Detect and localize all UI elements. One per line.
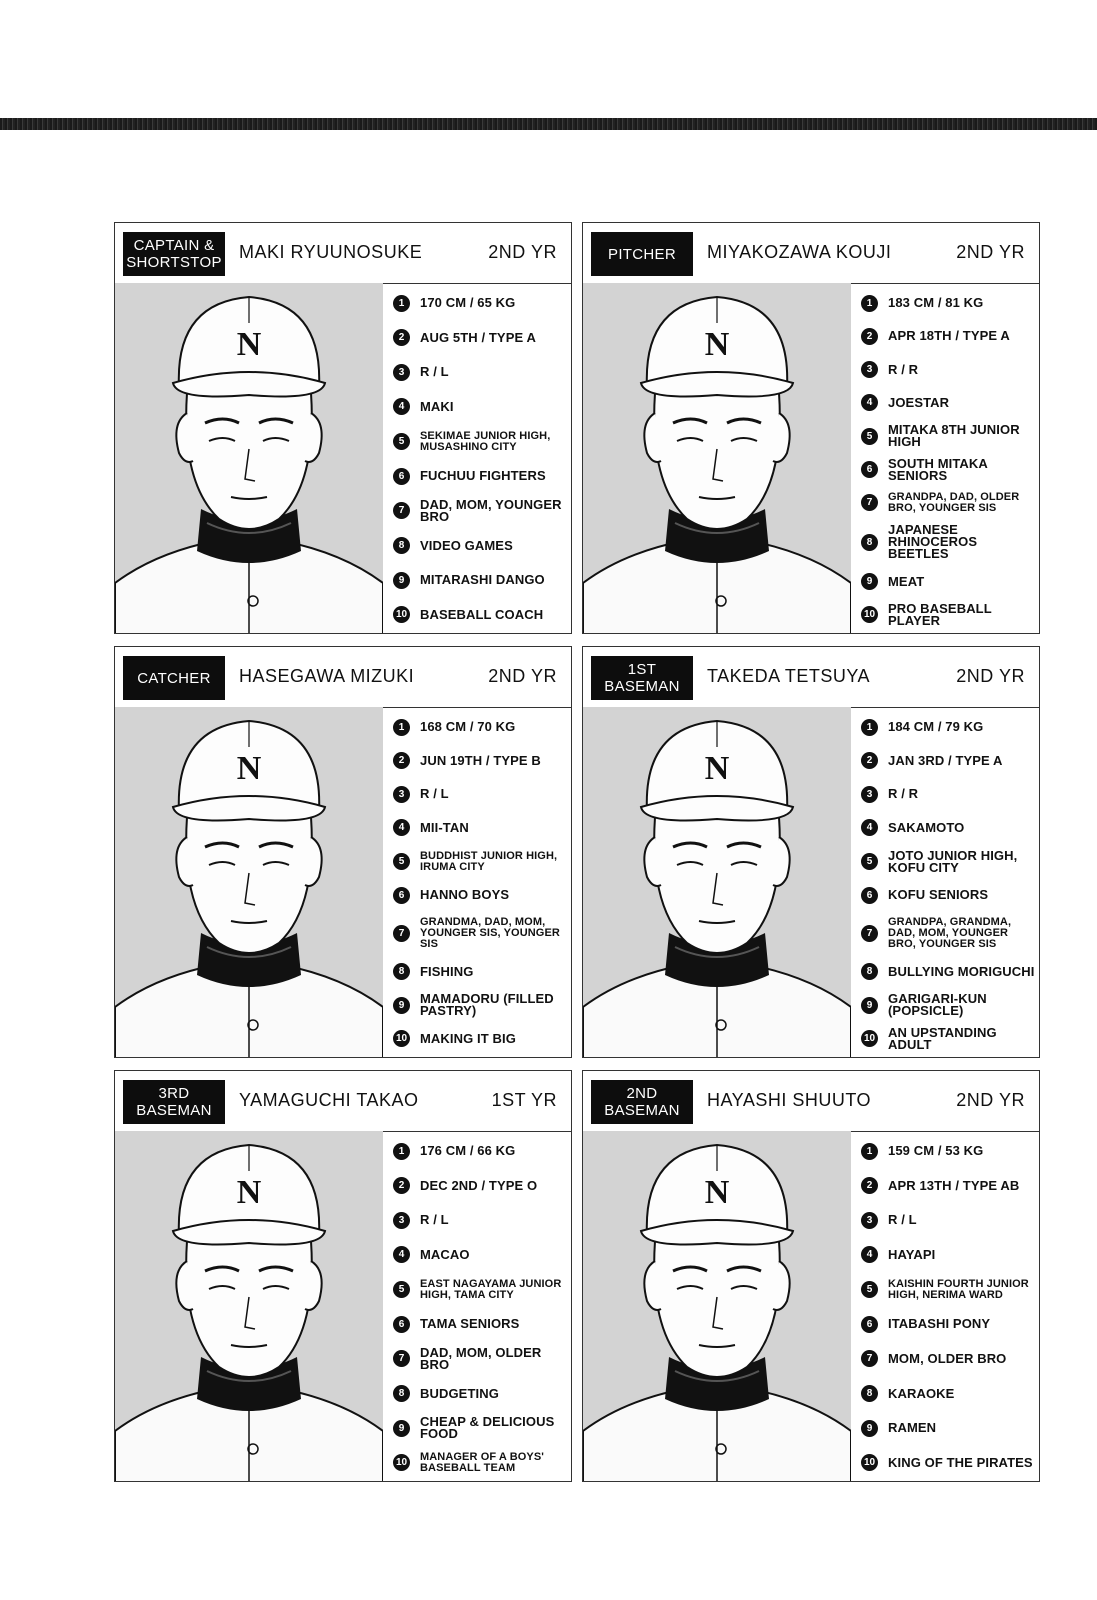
fact-text: RAMEN: [888, 1420, 937, 1436]
player-name: TAKEDA TETSUYA: [707, 666, 871, 686]
fact-text: SAKAMOTO: [888, 819, 965, 835]
profile-facts-list: [861, 1139, 1035, 1475]
fact-text: JUN 19TH / TYPE B: [420, 752, 541, 768]
top-border-bar: [0, 118, 1097, 130]
fact-number-badge: 8: [393, 963, 410, 980]
profile-fact: [393, 360, 567, 384]
card-body: [583, 707, 1039, 1057]
profile-fact: [861, 391, 1035, 415]
profile-fact: [861, 424, 1035, 448]
position-label: 2ND BASEMAN: [591, 1080, 693, 1124]
profile-fact: [393, 291, 567, 315]
profile-fact: [861, 1347, 1035, 1371]
profile-fact: [861, 1024, 1035, 1052]
profile-fact: [393, 534, 567, 558]
player-portrait-illustration: [115, 283, 383, 633]
player-card: [114, 1070, 572, 1482]
player-year: 2ND YR: [488, 242, 557, 262]
profile-fact: [861, 1243, 1035, 1267]
profile-fact: [861, 749, 1035, 773]
player-name: YAMAGUCHI TAKAO: [239, 1090, 419, 1110]
cap-letter: N: [236, 1174, 262, 1211]
profile-fact: [393, 917, 567, 950]
player-card: [582, 1070, 1040, 1482]
fact-text: 159 CM / 53 KG: [888, 1143, 984, 1158]
fact-number-badge: 8: [393, 537, 410, 554]
player-portrait: [583, 707, 851, 1057]
profile-fact: [861, 1312, 1035, 1336]
player-portrait: [115, 1131, 383, 1481]
card-body: [583, 283, 1039, 633]
fact-text: JOTO JUNIOR HIGH, KOFU CITY: [888, 847, 1018, 875]
card-header: [583, 647, 1039, 708]
fact-text: MAMADORU (FILLED PASTRY): [420, 991, 554, 1019]
fact-text: MACAO: [420, 1246, 470, 1262]
fact-text: KING OF THE PIRATES: [888, 1454, 1033, 1470]
fact-text: PRO BASEBALL PLAYER: [888, 600, 992, 628]
profile-fact: [861, 600, 1035, 628]
fact-text: 183 CM / 81 KG: [888, 295, 984, 310]
fact-text: MITARASHI DANGO: [420, 572, 545, 588]
player-portrait-illustration: [583, 283, 851, 633]
fact-text: DAD, MOM, OLDER BRO: [420, 1344, 542, 1372]
profile-fact: [393, 850, 567, 874]
profile-fact: [861, 1416, 1035, 1440]
fact-number-badge: 6: [393, 887, 410, 904]
fact-text: R / R: [888, 786, 919, 802]
fact-number-badge: 10: [393, 1030, 410, 1047]
profile-fact: [393, 1027, 567, 1051]
player-card: [114, 646, 572, 1058]
fact-number-badge: 2: [861, 1177, 878, 1194]
fact-number-badge: 3: [393, 1212, 410, 1229]
profile-fact: [393, 1278, 567, 1302]
fact-number-badge: 6: [393, 1316, 410, 1333]
player-portrait-illustration: [583, 1131, 851, 1481]
profile-fact: [393, 464, 567, 488]
position-label: 1ST BASEMAN: [591, 656, 693, 700]
fact-number-badge: 4: [861, 394, 878, 411]
profile-fact: [861, 324, 1035, 348]
fact-number-badge: 1: [393, 1143, 410, 1160]
profile-fact: [861, 491, 1035, 515]
fact-number-badge: 8: [861, 963, 878, 980]
fact-text: KAISHIN FOURTH JUNIOR HIGH, NERIMA WARD: [888, 1277, 1029, 1301]
profile-facts-list: [393, 291, 567, 627]
fact-number-badge: 10: [861, 1030, 878, 1047]
card-body: [583, 1131, 1039, 1481]
fact-text: SEKIMAE JUNIOR HIGH, MUSASHINO CITY: [420, 429, 551, 453]
fact-number-badge: 5: [393, 433, 410, 450]
fact-text: BULLYING MORIGUCHI: [888, 963, 1035, 979]
player-name: HAYASHI SHUUTO: [707, 1090, 872, 1110]
profile-fact: [861, 570, 1035, 594]
fact-number-badge: 7: [861, 1350, 878, 1367]
fact-text: FISHING: [420, 963, 474, 979]
fact-text: EAST NAGAYAMA JUNIOR HIGH, TAMA CITY: [420, 1277, 562, 1301]
card-body: [115, 283, 571, 633]
fact-number-badge: 5: [861, 1281, 878, 1298]
fact-text: JAN 3RD / TYPE A: [888, 752, 1003, 768]
profile-facts-list: [393, 1139, 567, 1475]
fact-text: MII-TAN: [420, 819, 469, 835]
fact-text: APR 13TH / TYPE AB: [888, 1177, 1020, 1193]
fact-number-badge: 9: [861, 997, 878, 1014]
fact-text: MEAT: [888, 573, 925, 589]
fact-text: JAPANESE RHINOCEROS BEETLES: [888, 522, 978, 562]
fact-number-badge: 10: [861, 1454, 878, 1471]
profile-fact: [393, 960, 567, 984]
fact-text: SOUTH MITAKA SENIORS: [888, 455, 988, 483]
fact-text: GARIGARI-KUN (POPSICLE): [888, 991, 987, 1019]
fact-number-badge: 7: [861, 494, 878, 511]
fact-number-badge: 7: [393, 1350, 410, 1367]
fact-number-badge: 7: [393, 925, 410, 942]
fact-text: DAD, MOM, YOUNGER BRO: [420, 496, 562, 524]
player-card: [114, 222, 572, 634]
profile-fact: [861, 960, 1035, 984]
player-year: 2ND YR: [956, 1090, 1025, 1110]
fact-number-badge: 3: [861, 1212, 878, 1229]
fact-number-badge: 9: [861, 1420, 878, 1437]
fact-text: 170 CM / 65 KG: [420, 295, 516, 310]
profile-fact: [393, 993, 567, 1017]
fact-number-badge: 2: [393, 752, 410, 769]
fact-number-badge: 3: [393, 364, 410, 381]
fact-text: BUDDHIST JUNIOR HIGH, IRUMA CITY: [420, 849, 558, 873]
fact-text: JOESTAR: [888, 394, 950, 410]
profile-fact: [393, 715, 567, 739]
profile-fact: [861, 455, 1035, 483]
fact-number-badge: 5: [393, 1281, 410, 1298]
profile-fact: [393, 1344, 567, 1372]
fact-number-badge: 10: [861, 606, 878, 623]
player-card: [582, 646, 1040, 1058]
profile-fact: [393, 1382, 567, 1406]
fact-text: R / L: [420, 1212, 449, 1228]
card-header: [115, 1071, 571, 1132]
profile-fact: [393, 568, 567, 592]
fact-number-badge: 4: [393, 819, 410, 836]
fact-text: TAMA SENIORS: [420, 1316, 520, 1332]
player-portrait: [115, 707, 383, 1057]
fact-number-badge: 3: [861, 361, 878, 378]
fact-text: KARAOKE: [888, 1385, 955, 1401]
profile-fact: [861, 715, 1035, 739]
card-body: [115, 707, 571, 1057]
profile-fact: [393, 749, 567, 773]
profile-fact: [393, 1451, 567, 1475]
fact-number-badge: 2: [393, 1177, 410, 1194]
profile-fact: [393, 782, 567, 806]
fact-text: 184 CM / 79 KG: [888, 719, 984, 734]
profile-fact: [861, 1278, 1035, 1302]
fact-text: FUCHUU FIGHTERS: [420, 468, 546, 484]
cap-letter: N: [236, 326, 262, 363]
profile-fact: [393, 1243, 567, 1267]
fact-number-badge: 5: [861, 428, 878, 445]
fact-number-badge: 6: [393, 468, 410, 485]
profile-fact: [393, 816, 567, 840]
fact-number-badge: 3: [861, 786, 878, 803]
fact-number-badge: 9: [861, 573, 878, 590]
cap-letter: N: [704, 1174, 730, 1211]
fact-text: HANNO BOYS: [420, 887, 510, 903]
profile-fact: [393, 1312, 567, 1336]
position-label: PITCHER: [591, 232, 693, 276]
profile-facts-list: [861, 715, 1035, 1051]
fact-text: CHEAP & DELICIOUS FOOD: [420, 1414, 555, 1442]
profile-fact: [861, 524, 1035, 560]
card-header: [115, 223, 571, 284]
fact-text: BASEBALL COACH: [420, 606, 544, 622]
profile-fact: [861, 291, 1035, 315]
fact-number-badge: 6: [861, 1316, 878, 1333]
profile-fact: [861, 1451, 1035, 1475]
fact-number-badge: 9: [393, 572, 410, 589]
profile-fact: [393, 496, 567, 524]
position-label: CATCHER: [123, 656, 225, 700]
player-portrait-illustration: [115, 707, 383, 1057]
profile-facts-list: [861, 291, 1035, 627]
player-card: [582, 222, 1040, 634]
player-portrait-illustration: [115, 1131, 383, 1481]
fact-number-badge: 1: [393, 295, 410, 312]
player-year: 2ND YR: [956, 242, 1025, 262]
profile-fact: [393, 883, 567, 907]
fact-text: MOM, OLDER BRO: [888, 1350, 1007, 1366]
cap-letter: N: [704, 326, 730, 363]
player-profile-grid: [114, 222, 1040, 1482]
fact-text: GRANDMA, DAD, MOM, YOUNGER SIS, YOUNGER SIS: [420, 915, 560, 950]
fact-number-badge: 1: [393, 719, 410, 736]
fact-text: KOFU SENIORS: [888, 887, 989, 903]
fact-text: ITABASHI PONY: [888, 1316, 991, 1332]
card-body: [115, 1131, 571, 1481]
player-portrait: [583, 283, 851, 633]
fact-number-badge: 10: [393, 1454, 410, 1471]
fact-text: GRANDPA, DAD, OLDER BRO, YOUNGER SIS: [888, 490, 1020, 514]
fact-number-badge: 2: [861, 752, 878, 769]
card-header: [583, 1071, 1039, 1132]
fact-text: GRANDPA, GRANDMA, DAD, MOM, YOUNGER BRO, YOUNGER SIS: [888, 915, 1012, 950]
profile-fact: [393, 1416, 567, 1440]
fact-text: DEC 2ND / TYPE O: [420, 1177, 538, 1193]
profile-fact: [861, 1139, 1035, 1163]
profile-fact: [393, 1174, 567, 1198]
fact-number-badge: 1: [861, 295, 878, 312]
fact-text: MITAKA 8TH JUNIOR HIGH: [888, 422, 1020, 450]
fact-text: 168 CM / 70 KG: [420, 719, 516, 734]
fact-number-badge: 4: [393, 1246, 410, 1263]
fact-number-badge: 8: [861, 1385, 878, 1402]
cap-letter: N: [704, 750, 730, 787]
profile-fact: [393, 395, 567, 419]
fact-text: R / L: [420, 364, 449, 380]
fact-number-badge: 4: [861, 1246, 878, 1263]
profile-fact: [861, 993, 1035, 1017]
fact-text: AN UPSTANDING ADULT: [888, 1024, 997, 1052]
fact-number-badge: 8: [393, 1385, 410, 1402]
fact-number-badge: 4: [861, 819, 878, 836]
player-year: 1ST YR: [491, 1090, 557, 1110]
fact-text: 176 CM / 66 KG: [420, 1143, 516, 1158]
fact-text: HAYAPI: [888, 1246, 936, 1262]
fact-number-badge: 7: [861, 925, 878, 942]
fact-number-badge: 6: [861, 887, 878, 904]
fact-number-badge: 6: [861, 461, 878, 478]
profile-fact: [861, 1174, 1035, 1198]
fact-number-badge: 10: [393, 606, 410, 623]
fact-number-badge: 1: [861, 1143, 878, 1160]
fact-text: R / L: [888, 1212, 917, 1228]
profile-fact: [861, 847, 1035, 875]
position-label: CAPTAIN & SHORTSTOP: [123, 232, 225, 276]
profile-fact: [393, 603, 567, 627]
fact-number-badge: 5: [393, 853, 410, 870]
player-portrait-illustration: [583, 707, 851, 1057]
player-name: HASEGAWA MIZUKI: [239, 666, 415, 686]
fact-number-badge: 7: [393, 502, 410, 519]
card-header: [583, 223, 1039, 284]
position-label: 3RD BASEMAN: [123, 1080, 225, 1124]
fact-number-badge: 4: [393, 398, 410, 415]
cap-letter: N: [236, 750, 262, 787]
fact-number-badge: 2: [861, 328, 878, 345]
player-year: 2ND YR: [956, 666, 1025, 686]
player-portrait: [583, 1131, 851, 1481]
fact-text: R / L: [420, 786, 449, 802]
fact-text: AUG 5TH / TYPE A: [420, 329, 536, 345]
player-name: MIYAKOZAWA KOUJI: [707, 242, 892, 262]
profile-facts-list: [393, 715, 567, 1051]
fact-number-badge: 9: [393, 1420, 410, 1437]
profile-fact: [861, 917, 1035, 950]
profile-fact: [861, 782, 1035, 806]
fact-text: BUDGETING: [420, 1385, 499, 1401]
fact-text: VIDEO GAMES: [420, 537, 513, 553]
player-portrait: [115, 283, 383, 633]
fact-number-badge: 2: [393, 329, 410, 346]
profile-fact: [393, 326, 567, 350]
fact-text: MAKING IT BIG: [420, 1030, 516, 1046]
fact-number-badge: 8: [861, 534, 878, 551]
player-name: MAKI RYUUNOSUKE: [239, 242, 423, 262]
fact-number-badge: 5: [861, 853, 878, 870]
fact-text: MAKI: [420, 398, 454, 414]
fact-number-badge: 1: [861, 719, 878, 736]
fact-number-badge: 3: [393, 786, 410, 803]
profile-fact: [393, 430, 567, 454]
player-year: 2ND YR: [488, 666, 557, 686]
fact-number-badge: 9: [393, 997, 410, 1014]
profile-fact: [861, 358, 1035, 382]
fact-text: MANAGER OF A BOYS' BASEBALL TEAM: [420, 1450, 544, 1474]
profile-fact: [393, 1208, 567, 1232]
fact-text: R / R: [888, 361, 919, 377]
profile-fact: [861, 883, 1035, 907]
profile-fact: [861, 1208, 1035, 1232]
profile-fact: [861, 1382, 1035, 1406]
profile-fact: [861, 816, 1035, 840]
profile-fact: [393, 1139, 567, 1163]
fact-text: APR 18TH / TYPE A: [888, 328, 1010, 344]
card-header: [115, 647, 571, 708]
